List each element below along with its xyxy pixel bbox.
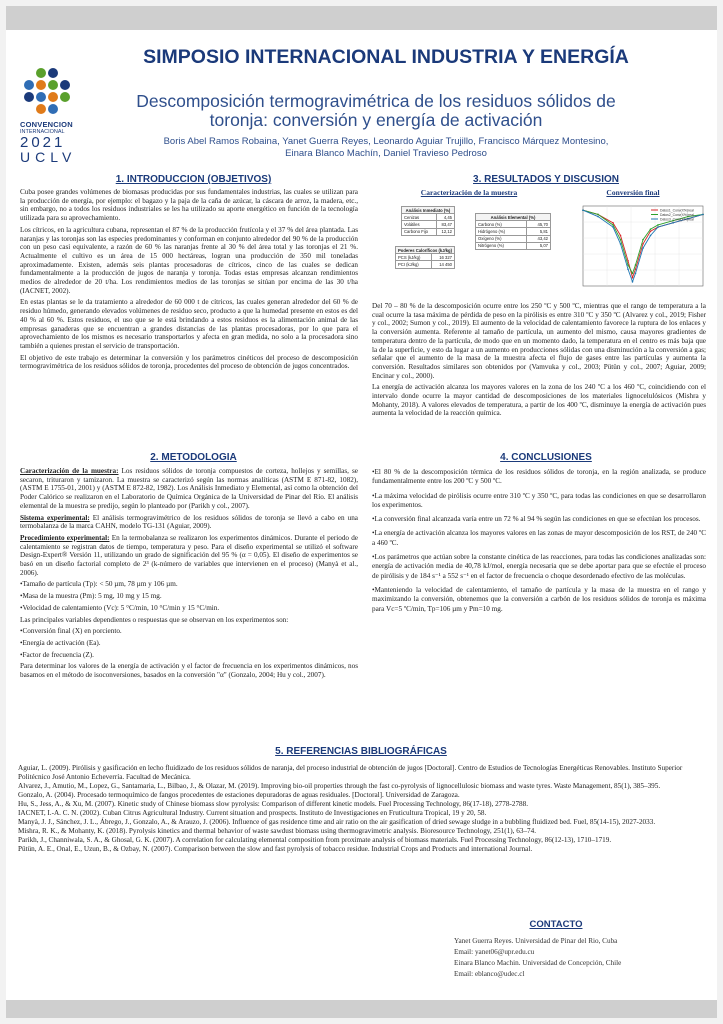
contact-email-link[interactable]: Email: eblanco@udec.cl xyxy=(454,970,525,978)
data-point xyxy=(632,277,634,279)
data-point xyxy=(657,224,659,226)
data-point xyxy=(627,260,629,262)
section-intro-body xyxy=(20,188,358,374)
contact-email-link[interactable]: Email: yanet06@upr.edu.cu xyxy=(454,948,535,956)
legend-label: Datos1_Conv(X%)real xyxy=(660,208,694,213)
data-point xyxy=(620,239,622,241)
symposium-title: SIMPOSIO INTERNACIONAL INDUSTRIA Y ENERGÍA xyxy=(143,46,629,68)
data-point xyxy=(612,224,614,226)
characterization-title: Caracterización de la muestra xyxy=(420,188,518,197)
table-header: Poderes Caloríficos (kJ/kg) xyxy=(396,247,455,254)
contact-block xyxy=(454,936,704,980)
table-cell: 12,12 xyxy=(436,228,454,235)
table-cell: PCI (kJ/kg) xyxy=(396,261,432,268)
table-row xyxy=(402,214,455,221)
legend-label: Datos2_Conv(X%)real xyxy=(660,212,694,217)
data-point xyxy=(635,268,637,270)
table-cell: 45,70 xyxy=(526,221,550,228)
data-point xyxy=(650,228,652,230)
conversion-title: Conversión final xyxy=(606,188,660,197)
method-procedure-label: Procedimiento experimental: xyxy=(20,533,110,542)
data-point xyxy=(635,264,637,266)
reference-item: IACNET, I.-A. C. N. (2002). Cuban Citrus Agricultural Industry. Current situation and prospects. Instituto de Investigaciones en Fruticultura Tropical, 19 y 20, 58. xyxy=(18,809,487,817)
table-row xyxy=(402,221,455,228)
contact-heading: CONTACTO xyxy=(529,919,583,930)
reference-item: Gonzalo, A. (2004). Procesado termoquímico de fangos procedentes de estaciones depuradoras de aguas residuales. [Doctoral]. Universidad de Zaragoza. xyxy=(18,791,460,799)
data-point xyxy=(632,273,634,275)
data-point xyxy=(597,214,599,216)
results-paragraph: La energía de activación alcanza los mayores valores en la zona de los 240 ºC a los 460 ºC, coincidiendo con el intervalo donde ocurre la mayor cantidad de descomposiciones de los materiales lignocelulósicos (Mishra y Mohanty, 2018). A valores elevados de temperatura, a partir de los 400 ºC, disminuye la energía de activación pues aumenta la velocidad de la reacción química. xyxy=(372,383,706,418)
section-references-heading: 5. REFERENCIAS BIBLIOGRÁFICAS xyxy=(275,746,447,757)
section-conclusions-heading: 4. CONCLUSIONES xyxy=(500,452,592,463)
table-row xyxy=(476,235,551,242)
intro-paragraph: Los cítricos, en la agricultura cubana, representan el 87 % de la producción frutícola y el 37 % del área plantada. Las naranjas y las toronjas son las especies predominantes y conforman en conjunto alrededor del 90 % de la producción con un peso casi equivalente, a razón de 60 % las naranjas frente al 30 % del área total y las toronjas el 21 %. Actualmente el cultivo es un área de 15 000 hectáreas, logran una producción de 350 mil toneladas aproximadamente. Existen, además seis plantas procesadoras de cítricos, cinco de las cuales se dedican fundamentalmente a la producción de jugos de naranja y toronja. Todas estas empresas alcanzan rendimientos medios de alrededor de 20 t/ha. Los rendimientos medios de las toronjas se sitúan por encima de las 30 t/ha (IACNET, 2002). xyxy=(20,225,358,295)
reference-item: Manyà, J. J., Sánchez, J. L., Ábrego, J., Gonzalo, A., & Arauzo, J. (2006). Influence of gas residence time and air ratio on the air gasification of dried sewage sludge in a bubbling fluidized bed. Fuel, 85(14-15), 2027-2033. xyxy=(18,818,656,826)
method-response-bullet: •Conversión final (X) en porciento. xyxy=(20,627,122,636)
paper-title-line1: Descomposición termogravimétrica de los residuos sólidos de xyxy=(136,91,616,111)
intro-paragraph: El objetivo de este trabajo es determinar la conversión y los parámetros cinéticos del proceso de descomposición termogravimétrica de los residuos sólidos de toronja, procedentes del proceso de obtención de jugos concentrados. xyxy=(20,353,358,371)
table-row xyxy=(402,228,455,235)
conversion-chart xyxy=(569,198,709,296)
conclusion-item: •La conversión final alcanzada varía entre un 72 % al 94 % según las condiciones en que se efectúan los procesos. xyxy=(372,515,701,524)
method-system xyxy=(20,514,358,531)
method-response-bullet: •Factor de frecuencia (Z). xyxy=(20,650,94,659)
table-cell: 14 450 xyxy=(431,261,454,268)
logo-acronym: UCLV xyxy=(20,149,77,165)
legend-label: Datos3_Conv(X%)real xyxy=(660,217,694,222)
data-point xyxy=(612,226,614,228)
table-row xyxy=(396,261,455,268)
table-row xyxy=(476,221,551,228)
method-bullet: •Velocidad de calentamiento (Vc): 5 °C/min, 10 °C/min y 15 °C/min. xyxy=(20,603,220,612)
data-point xyxy=(620,243,622,245)
table-cell: 16 327 xyxy=(431,254,454,261)
method-response-bullet: •Energía de activación (Ea). xyxy=(20,638,101,647)
contact-line: Einara Blanco Machin. Universidad de Concepción, Chile xyxy=(454,959,622,967)
table-cell: Carbono (%) xyxy=(476,221,527,228)
elemental-analysis-table xyxy=(475,213,551,250)
method-system-label: Sistema experimental: xyxy=(20,513,90,522)
table-cell: PCS (kJ/kg) xyxy=(396,254,432,261)
author-list xyxy=(116,136,656,160)
references-list xyxy=(18,764,708,854)
table-cell: 43,42 xyxy=(526,235,550,242)
poster xyxy=(6,6,717,1018)
reference-item: Alvarez, J., Amutio, M., Lopez, G., Santamaria, L., Bilbao, J., & Olazar, M. (2019). Improving bio-oil properties through the fast co-pyrolysis of lignocellulosic biomass and waste tyres. Waste Management, 85(1), 385–395. xyxy=(18,782,661,790)
data-point xyxy=(612,222,614,224)
conclusion-item: •La energía de activación alcanza los mayores valores en las zonas de mayor descomposición de los RST, de 240 ºC a 460 ºC. xyxy=(372,529,706,547)
convention-logo xyxy=(20,68,80,168)
table-row xyxy=(396,254,455,261)
data-point xyxy=(627,264,629,266)
reference-item: Parikh, J., Channiwala, S. A., & Ghosal, G. K. (2007). A correlation for calculating elemental composition from proximate analysis of biomass materials. Fuel Processing Technology, 86(12-13), 1710–1719. xyxy=(18,836,612,844)
paper-title xyxy=(96,92,656,130)
table-row xyxy=(476,242,551,249)
table-header: Análisis Elemental (%) xyxy=(476,214,551,221)
logo-year: 2021 xyxy=(20,134,66,151)
conclusion-item: •Manteniendo la velocidad de calentamiento, el tamaño de partícula y la masa de la muestra en el rango y maximizando la conversión, obtenemos que la conversión a carbón de los residuos sólidos de toronja es máxima para Vc=5 ºC/min, Tp=106 µm y Pm=10 mg. xyxy=(372,585,706,613)
table-cell: Nitrógeno (%) xyxy=(476,242,527,249)
data-point xyxy=(657,226,659,228)
reference-item: Hu, S., Jess, A., & Xu, M. (2007). Kinetic study of Chinese biomass slow pyrolysis: Comparison of different kinetic models. Fuel Processing Technology, 86(17-18), 2778-2788. xyxy=(18,800,529,808)
authors-line1: Boris Abel Ramos Robaina, Yanet Guerra Reyes, Leonardo Aguiar Trujillo, Francisco Márquez Montesino, xyxy=(163,136,609,147)
table-cell: 83,47 xyxy=(436,221,454,228)
results-paragraph: Del 70 – 80 % de la descomposición ocurre entre los 250 ºC y 500 ºC, mientras que el rango de temperatura a la cual ocurre la tasa máxima de pérdida de peso en la pirólisis es entre 310 ºC y 350 ºC (Alvarez y col., 2019; Fisher y col., 2002; Sumon y col., 2019). El aumento de la velocidad de calentamiento favorece la ruptura de los enlaces y la conversión aumenta. Referente al tamaño de partícula, un aumento del mismo, causa mayores gradientes de temperatura dentro de la partícula, de modo que en un momento dado, la temperatura en el centro es más baja que la de la superficie, y esto da lugar a un aumento en producciones sólidas con una disminución a la conversión a gas; señalar que el aumento de la masa de la muestra afecta el flujo de gases entre las partículas y aumenta la conversión. Resultados similares son obtenidos por (Vamvuka y col., 2003; Pütün y col., 2007; Aguiar, 2009; Encinar y col., 2000). xyxy=(372,302,706,380)
reference-item: Aguiar, L. (2009). Pirólisis y gasificación en lecho fluidizado de los residuos sólidos de naranja, del proceso industrial de obtención de jugos [Doctoral]. Centro de Estudios de Tecnologías Energéticas Renovables. Instituto Superior Politécnico José Antonio Echeverría. Facultad de Mecánica. xyxy=(18,764,683,781)
section-results-heading: 3. RESULTADOS Y DISCUSION xyxy=(473,174,619,185)
conclusion-item: •La máxima velocidad de pirólisis ocurre entre 310 ºC y 350 ºC, para todas las condiciones en que se desarrollaron los experimentos. xyxy=(372,491,706,509)
data-point xyxy=(597,216,599,218)
conclusion-item: •Los parámetros que actúan sobre la constante cinética de las reacciones, para todas las condiciones analizadas son: energía de activación media de 40,78 kJ/mol, energía necesaria que se debe aportar para que se efectúe el proceso de pirólisis y de 184 s⁻¹ a 552 s⁻¹ en el factor de frecuencia o choque desordenado efectivo de las moléculas. xyxy=(372,553,706,580)
table-cell: 5,07 xyxy=(526,242,550,249)
logo-dots xyxy=(24,68,80,114)
table-cell: Oxígeno (%) xyxy=(476,235,527,242)
paper-title-line2: toronja: conversión y energía de activación xyxy=(209,110,543,130)
calorific-power-table xyxy=(395,246,455,269)
method-bullet: •Masa de la muestra (Pm): 5 mg, 10 mg y 15 mg. xyxy=(20,592,162,601)
table-cell: Hidrógeno (%) xyxy=(476,228,527,235)
table-header: Análisis Inmediato (%) xyxy=(402,207,455,214)
logo-text-internacional: INTERNACIONAL xyxy=(20,129,65,135)
method-characterization-label: Caracterización de la muestra: xyxy=(20,467,119,475)
method-characterization xyxy=(20,467,358,511)
data-point xyxy=(642,239,644,241)
method-system-text: El análisis termogravimétrico de los residuos sólidos de toronja se llevó a cabo en una termobalanza de la marca CAHN, modelo TG-131 (Aguiar, 2009). xyxy=(20,513,358,531)
data-point xyxy=(702,214,704,216)
conclusion-item: •El 80 % de la descomposición térmica de los residuos sólidos de toronja, en la región analizada, se produce fundamentalmente entre los 200 ºC y 500 ºC. xyxy=(372,468,706,486)
proximate-analysis-table xyxy=(401,206,455,236)
data-point xyxy=(642,247,644,249)
method-characterization-text: Los residuos sólidos de toronja compuestos de corteza, hollejos y semillas, se secaron, trituraron y tamizaron. La muestra se caracterizó según las normas analíticas (ASTM E 871-82, 1082), (ASTM E 1755-01, 2001) y (ASTM E 872-82, 1982). Los Análisis Inmediato y Elemental, así como la obtención del Poder Calórico se realizaron en el Laboratorio de Química Orgánica de la Universidad de Pinar del Río. El análisis elemental de la muestra se predijo, según lo planteado por (Parikh y col., 2007). xyxy=(20,467,358,510)
method-bullet: •Tamaño de partícula (Tp): < 50 µm, 78 µm y 106 µm. xyxy=(20,580,178,589)
section-method-body xyxy=(20,467,358,683)
intro-paragraph: Cuba posee grandes volúmenes de biomasas producidas por sus fundamentales industrias, las cuales se utilizan para la producción de energía, por ejemplo: el bagazo y la paja de la caña de azúcar, la cáscara de arroz, la madera, etc., sin embargo, no a todos los residuos industriales se les ha utilizado su aporte energético en función de la tecnología utilizada para su aprovechamiento. xyxy=(20,188,358,223)
section-method-heading: 2. METODOLOGIA xyxy=(150,452,237,463)
data-point xyxy=(620,235,622,237)
table-cell: 5,81 xyxy=(526,228,550,235)
contact-line: Yanet Guerra Reyes. Universidad de Pinar del Rio, Cuba xyxy=(454,937,618,945)
data-point xyxy=(582,209,584,211)
section-conclusions-body xyxy=(372,468,706,619)
reference-item: Pütün, A. E., Onal, E., Uzun, B., & Ozbay, N. (2007). Comparison between the slow and fast pyrolysis of tobacco residue. Industrial Crops and Products and international Journal. xyxy=(18,845,533,853)
top-band xyxy=(6,6,717,30)
table-cell: Cenizas xyxy=(402,214,437,221)
data-point xyxy=(650,235,652,237)
reference-item: Mishra, R. K., & Mohanty, K. (2018). Pyrolysis kinetics and thermal behavior of waste sawdust biomass using thermogravimetric analysis. Bioresource Technology, 251(1), 63–74. xyxy=(18,827,537,835)
table-row xyxy=(476,228,551,235)
data-point xyxy=(672,222,674,224)
method-procedure xyxy=(20,534,358,578)
table-cell: Volátiles xyxy=(402,221,437,228)
bottom-band xyxy=(6,1000,717,1018)
data-point xyxy=(632,281,634,283)
method-final: Para determinar los valores de la energía de activación y el factor de frecuencia en los experimentos dinámicos, nos basamos en el método de isoconversiones, basados en la conversión "α" (Gonzalo, 2004; Hu y col., 2007). xyxy=(20,662,358,680)
logo-text-convencion: CONVENCION xyxy=(20,120,73,129)
intro-paragraph: En estas plantas se le da tratamiento a alrededor de 60 000 t de cítricos, las cuales generan alrededor del 60 % de residuo húmedo, generando elevados volúmenes de residuo seco, producto a que la humedad presente en estos es del 40 % al 60 %. Estos residuos, el uso que se le está brindando a estos residuos es la alimentación animal de las empresas ganaderas que se encuentran a grandes distancias de las plantas procesadoras, por lo que para el aprovechamiento de los mismos es necesario transportarlos y afecta en gran medida, no solo a la procesadora sino también a quienes prestan el servicio de transportación. xyxy=(20,298,358,350)
data-point xyxy=(635,273,637,275)
section-results-body xyxy=(372,302,706,421)
section-intro-heading: 1. INTRODUCCION (OBJETIVOS) xyxy=(115,174,272,185)
data-point xyxy=(642,243,644,245)
table-cell: 4,45 xyxy=(436,214,454,221)
table-cell: Carbono Fijo xyxy=(402,228,437,235)
conversion-chart-svg xyxy=(569,198,709,296)
data-point xyxy=(627,268,629,270)
authors-line2: Einara Blanco Machín, Daniel Travieso Pedroso xyxy=(285,148,487,159)
method-procedure-text: En la termobalanza se realizaron los experimentos dinámicos. Durante el periodo de calentamiento se registran datos de tiempo, temperatura y peso. Para el diseño experimental se utilizó el software Design-Expert® Versión 11, utilizando un grado de significación del 95 % (α = 0,05). El diseño de experimentos se basó en un diseño factorial completo de 2³ (k-número de variables que intervienen en el proceso) (Manyà et al., 2006). xyxy=(20,533,359,577)
method-responses-intro: Las principales variables dependientes o respuestas que se observan en los experimentos son: xyxy=(20,615,289,624)
